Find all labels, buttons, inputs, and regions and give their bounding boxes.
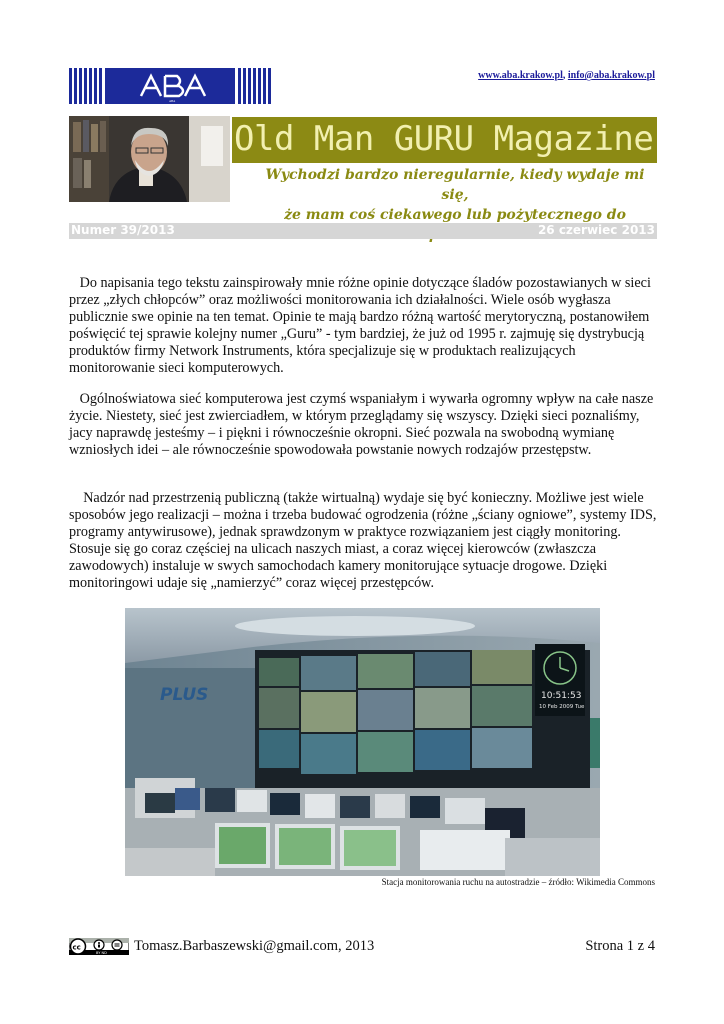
svg-text:ABA: ABA: [169, 99, 176, 103]
link-separator: ,: [562, 70, 568, 81]
magazine-title-banner: [232, 117, 657, 163]
issue-date: 26 czerwiec 2013: [537, 223, 655, 237]
email-link[interactable]: info@aba.krakow.pl: [567, 70, 655, 81]
contact-links: [478, 70, 655, 81]
website-link[interactable]: www.aba.krakow.pl: [478, 70, 563, 81]
paragraph-2: Ogólnoświatowa sieć komputerowa jest czymś wspaniałym i wywarła ogromny wpływ na całe nasze życie. Niestety, sieć jest zwierciadłem, w którym przeglądamy się wszyscy. Dzięki sieci poznaliśmy, jacy naprawdę jesteśmy – i piękni i równocześnie okropni. Sieć pozwala na swobodną wymianę wzniosłych idei – ale równocześnie spowodowała powstanie nowych rodzajów przestępstw.: [69, 391, 654, 458]
creative-commons-badge: [69, 938, 129, 955]
footer-author: Tomasz.Barbaszewski@gmail.com, 2013: [134, 938, 375, 954]
monitoring-center-photo: [125, 608, 600, 876]
magazine-title: Old Man GURU Magazine: [234, 119, 654, 159]
svg-text:cc: cc: [72, 943, 81, 952]
tagline-line-1: Wychodzi bardzo nieregularnie, kiedy wydaje mi się,: [265, 167, 645, 203]
wall-clock-date: 10 Feb 2009 Tue: [539, 704, 585, 710]
paragraph-1: Do napisania tego tekstu zainspirowały mnie różne opinie dotyczące śladów pozostawianych w sieci przez „złych chłopców” oraz możliwości monitorowania ich działalności. Wiele osób wygłasza publicznie swe opinie na ten temat. Opinie te mają bardzo różną wartość merytoryczną, postanowiłem poświęcić tej sprawie kolejny numer „Guru” - tym bardziej, że już od 1995 r. zajmuję się dystrybucją produktów firmy Network Instruments, która specjalizuje się w produktach realizujących monitorowanie sieci komputerowych.: [69, 275, 651, 376]
author-photo: [69, 116, 230, 202]
aba-logo: [69, 68, 271, 104]
paragraph-3: Nadzór nad przestrzenią publiczną (także wirtualną) wydaje się być konieczny. Możliwe jest wiele sposobów jego realizacji – można i trzeba budować ogrodzenia (różne „ściany ogniowe”, systemy IDS, programy antywirusowe), jednak sprawdzonym w praktyce rozwiązaniem jest ciągły monitoring. Stosuje się go coraz częściej na ulicach naszych miast, a coraz więcej kierowców (zwłaszcza zawodowych) instaluje w swych samochodach kamery monitorujące sytuacje drogowe. Dzięki monitoringowi udaje się „namierzyć” coraz więcej przestępców.: [69, 490, 657, 591]
tagline-line-2: że mam coś ciekawego lub pożytecznego do: [284, 207, 626, 223]
page-number: Strona 1 z 4: [585, 938, 655, 954]
issue-number: Numer 39/2013: [71, 223, 175, 237]
plus-wall-logo: PLUS: [160, 685, 209, 705]
video-wall: [255, 644, 600, 790]
svg-text:BY ND: BY ND: [96, 951, 107, 955]
figure-caption: Stacja monitorowania ruchu na autostradzie – źródło: Wikimedia Commons: [381, 877, 655, 887]
wall-clock-time: 10:51:53: [541, 691, 582, 701]
issue-bar: [69, 223, 657, 239]
